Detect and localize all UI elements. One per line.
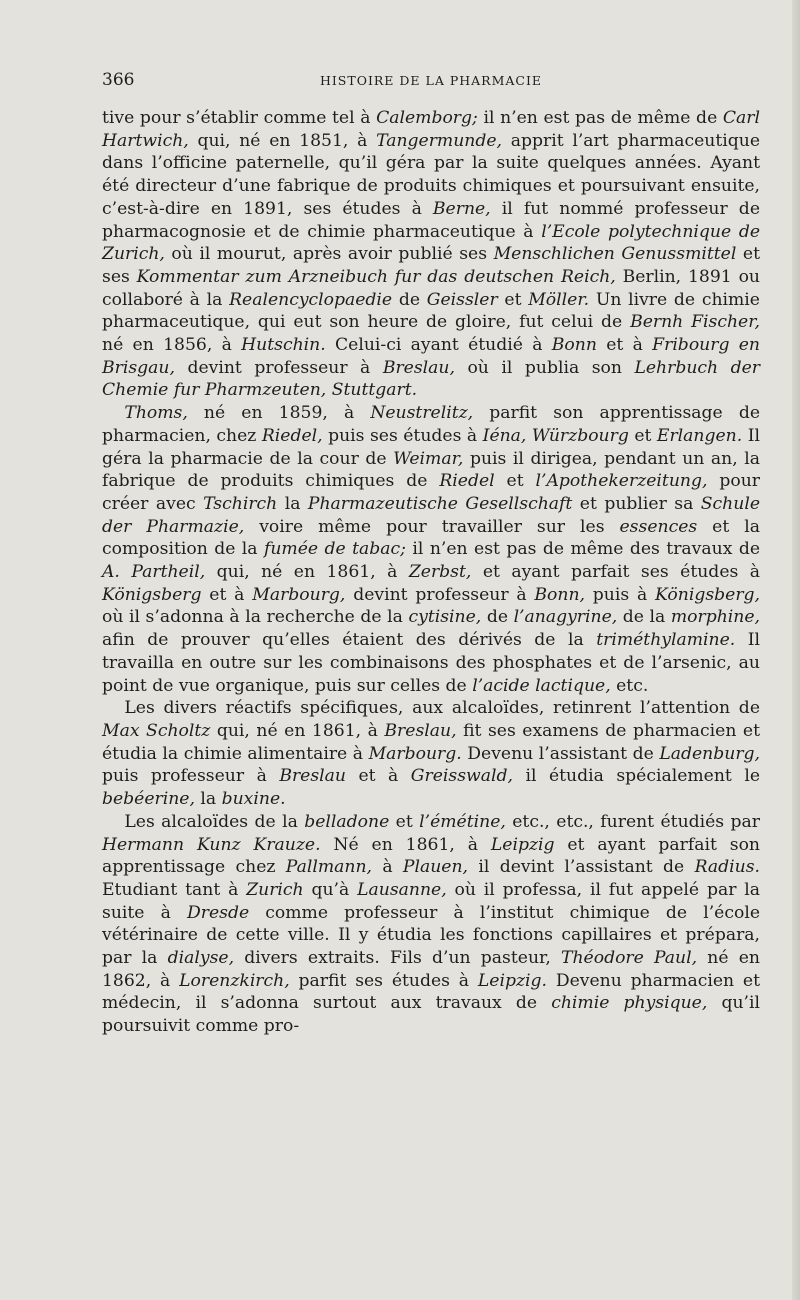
text-run: Berlin, 1891 ou collaboré à la bbox=[102, 266, 760, 310]
text-run: de la bbox=[617, 607, 671, 628]
italic-run: Schule der Pharmazie, bbox=[102, 493, 760, 537]
page-header bbox=[102, 70, 760, 94]
text-run: Il travailla en outre sur les combinaisons des phosphates et de l’arsenic, au point de vue organique, puis sur celles de bbox=[102, 630, 761, 696]
text-run: né en 1859, à bbox=[187, 403, 371, 424]
text-run: Devenu pharmacien et médecin, il s’adonna surtout aux travaux de bbox=[102, 970, 760, 1014]
italic-run: Breslau, bbox=[382, 357, 455, 378]
text-run: où il publia son bbox=[454, 357, 635, 378]
text-run: etc. bbox=[610, 675, 649, 696]
text-run: la bbox=[194, 789, 222, 810]
text-run: à bbox=[371, 857, 403, 878]
text-run: de bbox=[481, 607, 514, 628]
italic-run: Kommentar zum Arzneibuch fur das deutschen Reich, bbox=[136, 266, 616, 287]
italic-run: Lehrbuch der Chemie fur Pharmzeuten, Stuttgart. bbox=[102, 357, 761, 401]
text-run: qu’il poursuivit comme pro- bbox=[102, 993, 761, 1037]
text-run: et bbox=[497, 289, 529, 310]
text-run: puis à bbox=[585, 584, 656, 605]
italic-run: Iéna, Würzbourg bbox=[482, 425, 629, 446]
italic-run: l’anagyrine, bbox=[513, 607, 618, 628]
text-run: la bbox=[277, 493, 308, 514]
italic-run: Weimar, bbox=[393, 448, 464, 469]
text-run: puis ses études à bbox=[322, 425, 483, 446]
text-run: où il professa, il fut appelé par la suite à bbox=[102, 879, 761, 923]
italic-run: Max Scholtz bbox=[102, 720, 211, 741]
italic-run: Lausanne, bbox=[357, 879, 447, 900]
italic-run: Berne, bbox=[432, 198, 491, 219]
italic-run: Königsberg bbox=[102, 584, 202, 605]
text-run: Etudiant tant à bbox=[102, 879, 247, 900]
italic-run: Geissler bbox=[426, 289, 498, 310]
italic-run: belladone bbox=[304, 811, 390, 832]
italic-run: Leipzig. bbox=[477, 970, 547, 991]
italic-run: Möller. bbox=[528, 289, 590, 310]
italic-run: Hutschin. bbox=[241, 335, 326, 356]
italic-run: Hermann Kunz Krauze. bbox=[102, 834, 321, 855]
italic-run: l’Apothekerzeitung, bbox=[535, 471, 708, 492]
text-run: Devenu l’assistant de bbox=[461, 743, 660, 764]
italic-run: Bernh Fischer, bbox=[630, 312, 760, 333]
text-run: il fut nommé professeur de pharmacognosie et de chimie pharmaceutique à bbox=[102, 198, 760, 242]
italic-run: Marbourg. bbox=[368, 743, 462, 764]
text-run: Celui-ci ayant étudié à bbox=[325, 335, 552, 356]
italic-run: buxine. bbox=[221, 789, 286, 810]
text-run: où il s’adonna à la recherche de la bbox=[102, 607, 409, 628]
italic-run: cytisine, bbox=[408, 607, 482, 628]
text-run: Un livre de chimie pharmaceutique, qui eut son heure de gloire, fut celui de bbox=[102, 289, 760, 333]
italic-run: Pallmann, bbox=[285, 857, 372, 878]
paragraph bbox=[102, 811, 760, 1038]
italic-run: fumée de tabac; bbox=[264, 539, 406, 560]
italic-run: Zurich bbox=[246, 879, 304, 900]
text-run: né en 1862, à bbox=[102, 948, 760, 991]
text-run: et à bbox=[345, 766, 411, 787]
italic-run: Plauen, bbox=[402, 857, 469, 878]
italic-run: Carl Hartwich, bbox=[102, 108, 760, 151]
text-run: fit ses examens de pharmacien et étudia la chimie alimentaire à bbox=[102, 720, 761, 764]
text-run: et bbox=[389, 811, 420, 832]
italic-run: A. Partheil, bbox=[102, 562, 206, 583]
text-run: qu’à bbox=[303, 879, 358, 900]
text-run: etc., etc., furent étudiés par bbox=[505, 811, 760, 832]
italic-run: Breslau, bbox=[384, 720, 457, 741]
italic-run: Dresde bbox=[186, 902, 250, 923]
text-run: et à bbox=[201, 584, 253, 605]
italic-run: essences bbox=[619, 516, 698, 537]
text-run: Les divers réactifs spécifiques, aux alcaloïdes, retinrent l’attention de bbox=[124, 698, 760, 719]
text-run: voire même pour travailler sur les bbox=[244, 516, 620, 537]
italic-run: dialyse, bbox=[167, 948, 235, 969]
text-run: parfit ses études à bbox=[289, 970, 478, 991]
italic-run: Zerbst, bbox=[408, 562, 472, 583]
paragraph bbox=[102, 107, 760, 402]
text-run: où il mourut, après avoir publié ses bbox=[164, 244, 494, 265]
text-run: et ses bbox=[102, 244, 760, 287]
page-edge bbox=[792, 0, 800, 1300]
italic-run: Calemborg; bbox=[376, 108, 478, 128]
italic-run: Menschlichen Genussmittel bbox=[493, 244, 737, 265]
text-run: Né en 1861, à bbox=[320, 834, 491, 855]
italic-run: Greisswald, bbox=[410, 766, 513, 787]
text-run: et bbox=[494, 471, 536, 492]
italic-run: morphine, bbox=[670, 607, 760, 628]
text-run: il n’en est pas de même des travaux de bbox=[405, 539, 760, 560]
italic-run: Lorenzkirch, bbox=[179, 970, 290, 991]
italic-run: Neustrelitz, bbox=[370, 403, 474, 424]
running-title: HISTOIRE DE LA PHARMACIE bbox=[319, 73, 543, 88]
text-run: devint professeur à bbox=[345, 584, 535, 605]
paragraph bbox=[102, 697, 760, 811]
italic-run: l’acide lactique, bbox=[472, 675, 611, 696]
text-run: et à bbox=[596, 335, 653, 356]
italic-run: Breslau bbox=[279, 766, 346, 787]
text-run: Il géra la pharmacie de la cour de bbox=[102, 425, 760, 469]
text-run: et ayant parfait son apprentissage chez bbox=[102, 834, 760, 878]
italic-run: Fribourg en Brisgau, bbox=[102, 335, 760, 378]
text-run: et ayant parfait ses études à bbox=[471, 562, 760, 583]
italic-run: Ladenburg, bbox=[659, 743, 761, 764]
text-run: de bbox=[392, 289, 427, 310]
italic-run: l’émétine, bbox=[419, 811, 506, 832]
italic-run: triméthylamine. bbox=[596, 630, 736, 651]
italic-run: chimie physique, bbox=[551, 993, 708, 1014]
text-run: apprit l’art pharmaceutique dans l’officine paternelle, qu’il géra par la suite quelques années. Ayant été directeur d’une fabrique de produits chimiques et poursuivant ensuite, c’est-à-dire en 1891, ses études à bbox=[102, 130, 761, 219]
text-run: il devint l’assistant de bbox=[468, 857, 695, 878]
text-run: devint professeur à bbox=[174, 357, 383, 378]
text-run: afin de prouver qu’elles étaient des dérivés de la bbox=[102, 630, 597, 651]
paragraph bbox=[102, 402, 760, 697]
italic-run: Riedel bbox=[439, 471, 495, 492]
text-run: tive pour s’établir comme tel à bbox=[102, 108, 377, 128]
text-run: comme professeur à l’institut chimique de l’école vétérinaire de cette ville. Il y étudia les fonctions capillaires et prépara, par la bbox=[102, 902, 761, 969]
italic-run: Tschirch bbox=[203, 493, 278, 514]
italic-run: Pharmazeutische Gesellschaft bbox=[307, 493, 573, 514]
text-run: né en 1856, à bbox=[102, 335, 242, 356]
italic-run: bebéerine, bbox=[102, 789, 195, 810]
text-run: et bbox=[628, 425, 657, 446]
text-run: pour créer avec bbox=[102, 471, 760, 514]
italic-run: Leipzig bbox=[490, 834, 555, 855]
text-run: divers extraits. Fils d’un pasteur, bbox=[234, 948, 562, 969]
italic-run: l’Ecole polytechnique de Zurich, bbox=[102, 221, 760, 265]
text-run: qui, né en 1861, à bbox=[205, 562, 409, 583]
italic-run: Radius. bbox=[694, 857, 760, 878]
text-run: Les alcaloïdes de la bbox=[124, 811, 305, 832]
italic-run: Königsberg, bbox=[655, 584, 761, 605]
text-run: et la composition de la bbox=[102, 516, 761, 560]
italic-run: Realencyclopaedie bbox=[229, 289, 393, 310]
text-run: et publier sa bbox=[572, 493, 701, 514]
text-run: parfit son apprentissage de pharmacien, chez bbox=[102, 403, 760, 446]
page-number: 366 bbox=[102, 70, 135, 90]
italic-run: Bonn, bbox=[534, 584, 585, 605]
text-run: il n’en est pas de même de bbox=[477, 108, 723, 128]
italic-run: Thoms, bbox=[124, 403, 188, 424]
text-run: puis professeur à bbox=[102, 766, 280, 787]
italic-run: Bonn bbox=[551, 335, 597, 356]
text-run: il étudia spécialement le bbox=[512, 766, 760, 787]
italic-run: Théodore Paul, bbox=[561, 948, 698, 969]
italic-run: Tangermunde, bbox=[376, 130, 503, 151]
text-run: puis il dirigea, pendant un an, la fabrique de produits chimiques de bbox=[102, 448, 760, 492]
italic-run: Erlangen. bbox=[656, 425, 743, 446]
text-run: qui, né en 1851, à bbox=[188, 130, 377, 151]
body-text bbox=[102, 107, 760, 1038]
italic-run: Riedel, bbox=[261, 425, 323, 446]
italic-run: Marbourg, bbox=[252, 584, 346, 605]
text-run: qui, né en 1861, à bbox=[210, 720, 385, 741]
